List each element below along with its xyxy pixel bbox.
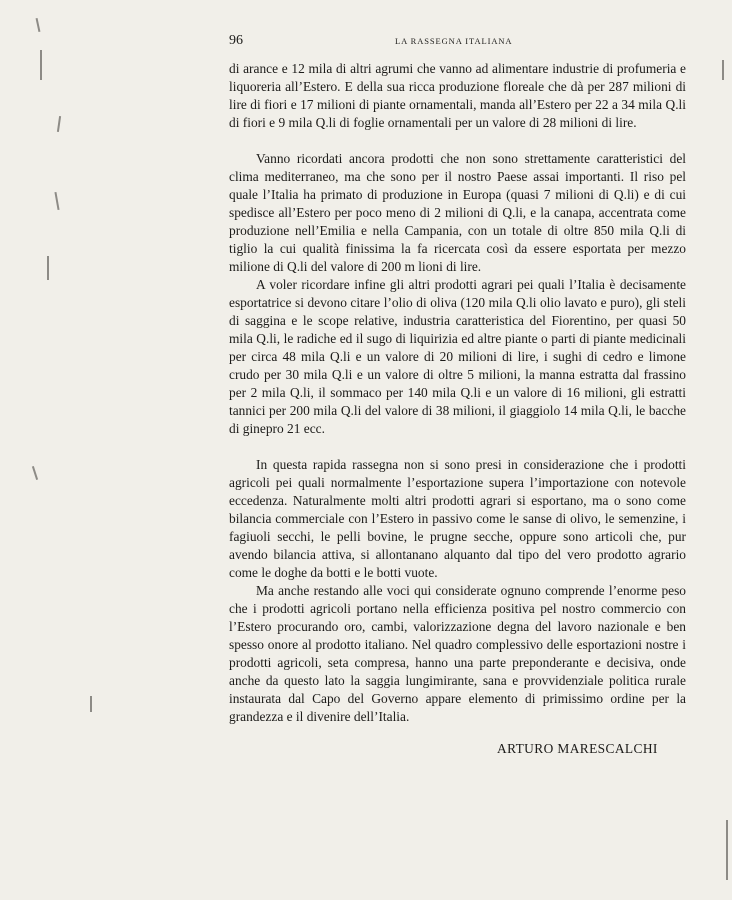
article-body: [229, 60, 686, 726]
running-header: [229, 33, 686, 49]
page-number: 96: [229, 33, 243, 48]
scan-mark: [57, 116, 61, 132]
scan-mark: [54, 192, 59, 210]
scan-mark: [47, 256, 49, 280]
scan-mark: [40, 50, 42, 80]
paragraph-conclusion: Ma anche restando alle voci qui considerate ognuno comprende l’enorme peso che i prodotti agricoli portano nella efficienza positiva pel nostro commercio con l’Estero procurando oro, cambi, valorizzazione degna del lavoro nazionale e ben spesso onore al prodotto italiano. Nel quadro complessivo delle esportazioni nostre i prodotti agricoli, seta compresa, hanno una parte preponderante e decisiva, onde anche da questo lato la saggia lungimirante, sana e provvidenziale politica rurale instaurata dal Capo del Governo appare elemento di primissimo ordine per la grandezza e il divenire dell’Italia.: [229, 583, 686, 724]
paragraph-rice-hemp: Vanno ricordati ancora prodotti che non sono strettamente caratteristici del clima mediterraneo, ma che sono per il nostro Paese assai importanti. Il riso pel quale l’Italia ha primato di produzione in Europa (quasi 7 milioni di Q.li) e di cui spedisce all’Estero per poco meno di 2 milioni di Q.li, e la canapa, accentrata come produzione nell’Emilia e nella Campania, con un totale di oltre 850 mila Q.li di tiglio la cui qualità finissima la fa ricercata così da essere esportata per mezzo milione di Q.li del valore di 200 m lioni di lire.: [229, 151, 686, 274]
journal-title: LA RASSEGNA ITALIANA: [395, 36, 513, 46]
paragraph-continuation: di arance e 12 mila di altri agrumi che vanno ad alimentare industrie di profumeria e liquoreria all’Estero. E della sua ricca produzione floreale che dà per 287 milioni di lire di fiori e 17 milioni di piante ornamentali, manda all’Estero per 22 a 34 mila Q.li di fiori e 9 mila Q.li di foglie ornamentali per un valore di 28 milioni di lire.: [229, 61, 686, 130]
scan-mark: [32, 466, 38, 480]
paragraph-review: In questa rapida rassegna non si sono presi in considerazione che i prodotti agricoli pei quali normalmente l’esportazione supera l’importazione con notevole eccedenza. Naturalmente molti altri prodotti agrari si esportano, ma o sono come bilancia commerciale con l’Estero in passivo come le sanse di olivo, le semenzine, i fagiuoli secchi, le pelli bovine, le prugne secche, oppure sono articoli che, pur avendo bilancia attiva, si allontanano alquanto dal tipo del vero prodotto agrario come le doghe da botti e le botti vuote.: [229, 457, 686, 580]
author-signature: ARTURO MARESCALCHI: [497, 741, 658, 756]
scan-mark: [726, 820, 728, 880]
scan-mark: [36, 18, 41, 32]
scan-mark: [90, 696, 92, 712]
paragraph-other-products: A voler ricordare infine gli altri prodotti agrari pei quali l’Italia è decisamente esportatrice si devono citare l’olio di oliva (120 mila Q.li olio lavato e puro), gli steli di saggina e le scope relative, industria caratteristica del Fiorentino, per quasi 50 mila Q.li, le radiche ed il sugo di liquirizia ed altre piante o parti di piante medicinali per circa 48 mila Q.li e un valore di 20 milioni di lire, i sughi di cedro e limone crudo per 30 mila Q.li e un valore di oltre 5 milioni, la manna estratta dal frassino per 2 mila Q.li, il sommaco per 140 mila Q.li e un valore di 16 milioni, gli estratti tannici per 200 mila Q.li del valore di 38 milioni, il giaggiolo 14 mila Q.li, le bacche di ginepro 21 ecc.: [229, 277, 686, 436]
scan-mark: [722, 60, 724, 80]
